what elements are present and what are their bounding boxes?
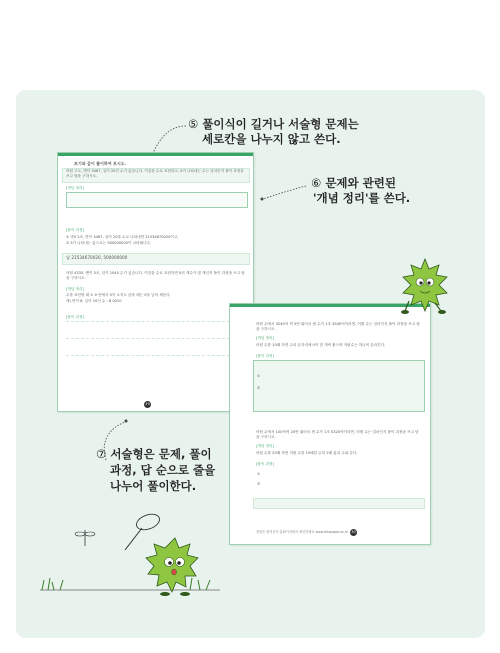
callout-7 <box>96 446 215 494</box>
right-q1-step-2: ② <box>257 386 261 390</box>
callout-6-line1: 문제와 관련된 <box>325 176 396 190</box>
right-page-footer: 정답은 편의상의 홈페이지에서 확인하세요 www.disepaper.ac.kr <box>256 530 349 534</box>
callout-7-line3: 나누어 풀이한다. <box>110 479 197 493</box>
q2-hint: 예) 만이 8, 일이 10인 수 : 8 0010 <box>66 299 122 303</box>
concept-box <box>66 192 248 208</box>
butterfly-net-scene-icon <box>30 510 230 610</box>
left-workbook-page <box>57 152 254 412</box>
right-answer-strip <box>253 498 425 509</box>
page-top-bar <box>58 153 253 156</box>
right-q1-concept-label: [개념 정리] <box>256 336 274 340</box>
right-q1-text: 어떤 수에서 3240억 씩 5번 뛰어서 센 수가 1조 3540억이라면, 어떤 수는 얼마인지 풀이 과정을 쓰고 답을 구하시오. <box>256 322 420 331</box>
right-q2-text: 어떤 수에서 100억씩 20번 뛰어서 센 수가 1조 5320억이라면, 어떤 수는 얼마인지 풀이 과정을 쓰고 답을 구하시오. <box>256 430 419 439</box>
right-q2-step-1: ① <box>257 472 261 476</box>
q1-text: 어떤 고도, 맨이 3467, 일이 20인 수가 있습니다. 이것을 수로 표현하고, 5가 나타내는 수는 얼마인지 풀이 과정을 쓰고 답을 구하시오. <box>66 169 244 178</box>
left-page-header: 보기와 같이 풀이하여 보시오. <box>74 161 127 166</box>
concept-label: [개념 정리] <box>66 186 84 190</box>
q2-work-label: [풀이 과정] <box>66 315 84 319</box>
right-workbook-page <box>229 303 431 545</box>
right-q1-step-1: ① <box>257 374 261 378</box>
callout-6 <box>311 176 410 206</box>
work-line-2: ② 5가 나타내는 값으로는 500000000이 나타냅니다. <box>66 241 152 245</box>
right-q1-work-label: [풀이 과정] <box>256 354 274 358</box>
rule <box>66 355 245 356</box>
work-line-1: ① 만0 2조, 만이 3467, 일이 20을 수로 나타내면 21534670020이고, <box>66 235 179 239</box>
germ-mascot-top-icon <box>395 255 455 315</box>
answer-text: 답 21534670020, 500000000 <box>66 255 128 260</box>
left-page-number: 29 <box>145 402 150 406</box>
callout-7-number: ⑦ <box>96 447 107 461</box>
right-q2-concept: 어떤 수를 20배 하면 어떤 수를 10배한 수의 2배 값과 수와 같다. <box>256 451 358 455</box>
q2-concept: 수를 표현할 때 ① 0 안에서 0이 오지도 않을 때는 0을 넣어 채운다. <box>66 293 171 297</box>
right-q1-work-box <box>253 360 425 412</box>
work-label: [풀이 과정] <box>66 228 84 232</box>
callout-6-number: ⑥ <box>311 176 322 190</box>
callout-7-line1: 서술형은 문제, 풀이 <box>110 447 212 461</box>
q2-concept-label: [개념 정리] <box>66 287 84 291</box>
rule <box>66 321 245 322</box>
callout-5-line2: 세로칸을 나누지 않고 쓴다. <box>202 132 341 146</box>
rule <box>66 338 245 339</box>
callout-6-line2: '개념 정리'를 쓴다. <box>313 191 411 205</box>
q2-text: 어떤 4335, 맨이 0조, 일이 1040 수가 있습니다. 이것을 수로 표현하면 0의 개수가 몇 개인지 풀이 과정을 쓰고 답을 구하시오. <box>66 271 245 280</box>
right-q2-work-label: [풀이 과정] <box>256 462 274 466</box>
right-q2-step-2: ② <box>257 482 261 486</box>
callout-7-line2: 과정, 답 순으로 줄을 <box>110 463 216 477</box>
right-q1-concept: 어떤 수를 10배 하면 수의 끝자리에 0이 한 개씩 붙으며 자릿수는 하나씩 올라간다. <box>256 343 386 347</box>
right-page-number: 30 <box>351 530 356 534</box>
callout-5-number: ⑤ <box>188 117 199 131</box>
right-q2-concept-label: [개념 정리] <box>256 444 274 448</box>
callout-5-line1: 풀이식이 길거나 서술형 문제는 <box>202 117 359 131</box>
